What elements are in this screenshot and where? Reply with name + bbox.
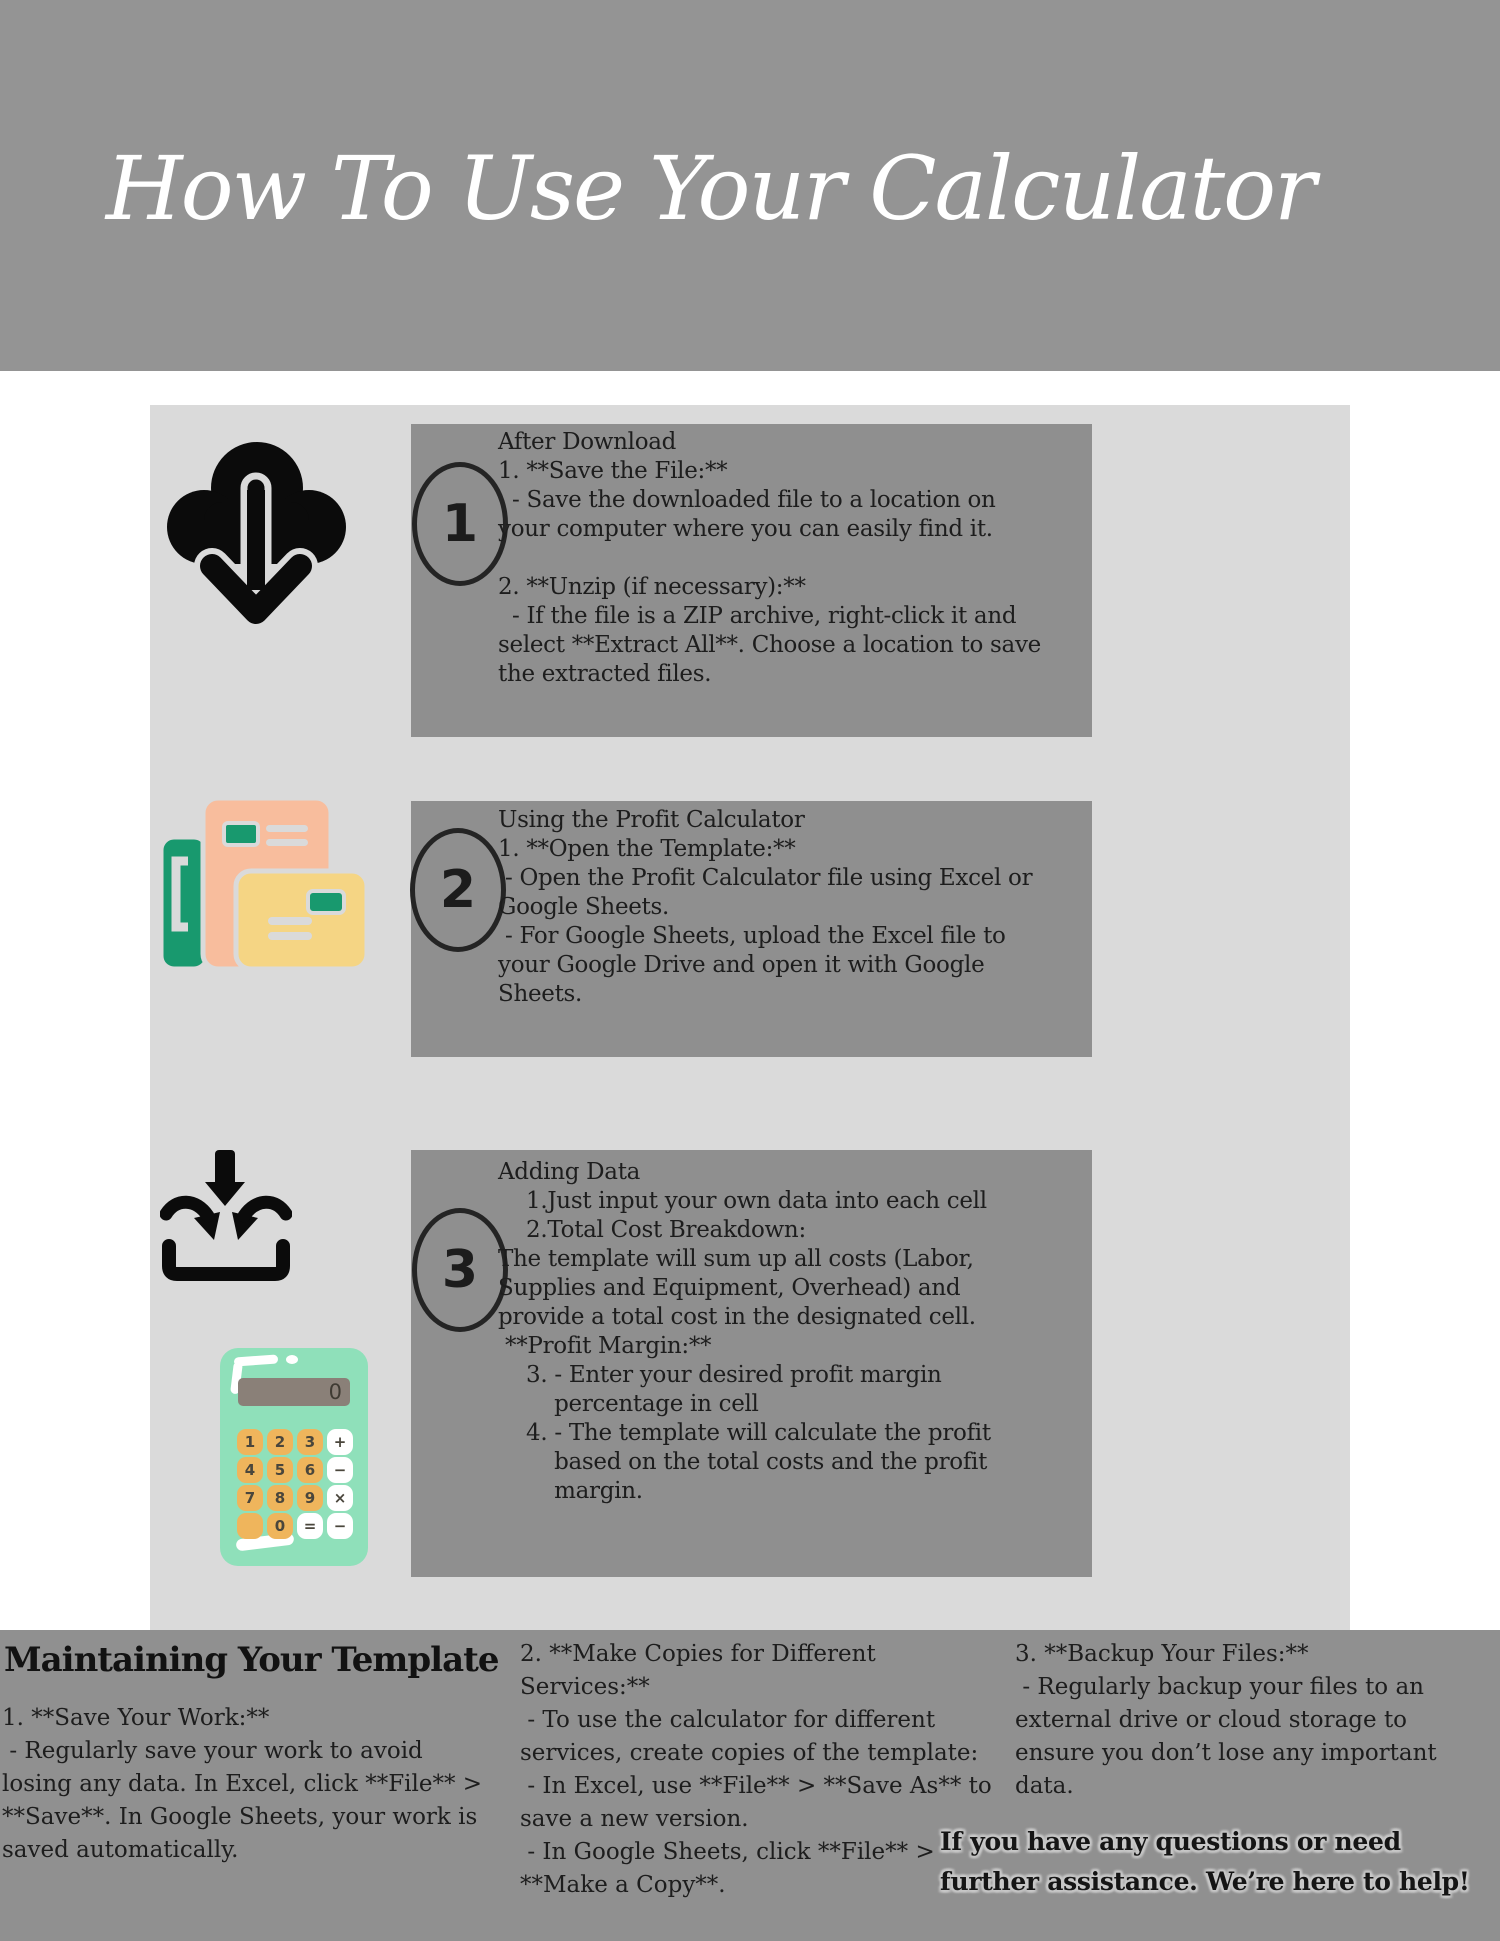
calculator-icon xyxy=(220,1348,368,1566)
step-1-line: the extracted files. xyxy=(498,661,712,687)
calculator-display: 0 xyxy=(238,1378,350,1406)
footer-col1-line: losing any data. In Excel, click **File** > xyxy=(2,1771,483,1797)
footer-col2-line: - To use the calculator for different xyxy=(520,1707,936,1733)
footer-col3-line: ensure you don’t lose any important xyxy=(1015,1740,1437,1766)
page-title: How To Use Your Calculator xyxy=(105,136,1315,240)
calculator-key: − xyxy=(327,1457,353,1483)
footer-col1-line: - Regularly save your work to avoid xyxy=(2,1738,423,1764)
step-1-line: - If the file is a ZIP archive, right-click it and xyxy=(498,603,1017,629)
step-3-line: 3. - Enter your desired profit margin xyxy=(498,1362,942,1388)
step-3-line: based on the total costs and the profit xyxy=(498,1449,988,1475)
calculator-key: 1 xyxy=(237,1429,263,1455)
calculator-key: 4 xyxy=(237,1457,263,1483)
data-input-tray-icon xyxy=(160,1148,292,1284)
step-1-line xyxy=(498,544,1086,573)
step-2-line: Sheets. xyxy=(498,981,583,1007)
step-1-text xyxy=(498,428,1086,689)
calculator-key: − xyxy=(327,1513,353,1539)
help-note xyxy=(940,1822,1470,1902)
step-3-text xyxy=(498,1158,1086,1506)
step-2-number-badge xyxy=(410,828,506,952)
calculator-key: × xyxy=(327,1485,353,1511)
cloud-download-icon xyxy=(160,430,350,640)
step-3-line: The template will sum up all costs (Labor, xyxy=(498,1246,974,1272)
header-banner xyxy=(0,0,1500,371)
footer-col1-line: saved automatically. xyxy=(2,1837,239,1863)
calculator-shine xyxy=(286,1355,298,1364)
step-2-line: your Google Drive and open it with Google xyxy=(498,952,985,978)
step-1-line: select **Extract All**. Choose a location to save xyxy=(498,632,1041,658)
step-1-number: 1 xyxy=(441,494,479,554)
step-1-line: - Save the downloaded file to a location on xyxy=(498,487,996,513)
footer-section xyxy=(0,1630,1500,1941)
step-2-line: - Open the Profit Calculator file using Excel or xyxy=(498,865,1033,891)
step-3-line: 2.Total Cost Breakdown: xyxy=(498,1217,806,1243)
step-3-line: 4. - The template will calculate the profit xyxy=(498,1420,991,1446)
step-3-line: percentage in cell xyxy=(498,1391,759,1417)
step-1-line: 2. **Unzip (if necessary):** xyxy=(498,574,806,600)
footer-col3-line: data. xyxy=(1015,1773,1074,1799)
step-3-line: Supplies and Equipment, Overhead) and xyxy=(498,1275,961,1301)
calculator-key: + xyxy=(327,1429,353,1455)
calculator-key: 8 xyxy=(267,1485,293,1511)
footer-heading: Maintaining Your Template xyxy=(4,1640,499,1680)
calculator-key: 0 xyxy=(267,1513,293,1539)
footer-col3-line: - Regularly backup your files to an xyxy=(1015,1674,1424,1700)
step-3-line: margin. xyxy=(498,1478,643,1504)
step-2-line: 1. **Open the Template:** xyxy=(498,836,796,862)
step-2-number: 2 xyxy=(439,860,477,920)
calculator-key: 3 xyxy=(297,1429,323,1455)
footer-col3-line: 3. **Backup Your Files:** xyxy=(1015,1641,1309,1667)
step-1-number-badge xyxy=(412,462,508,586)
step-1-line: After Download xyxy=(498,429,677,455)
step-3-line: **Profit Margin:** xyxy=(498,1333,712,1359)
step-1-line: 1. **Save the File:** xyxy=(498,458,728,484)
step-2-line: Using the Profit Calculator xyxy=(498,807,805,833)
help-note-line: further assistance. We’re here to help! xyxy=(940,1867,1470,1896)
footer-column-2 xyxy=(520,1638,1012,1902)
footer-column-1 xyxy=(2,1702,507,1867)
calculator-key xyxy=(237,1513,263,1539)
calculator-key: 2 xyxy=(267,1429,293,1455)
footer-col2-line: - In Google Sheets, click **File** > xyxy=(520,1839,935,1865)
step-3-line: Adding Data xyxy=(498,1159,641,1185)
footer-col1-line: **Save**. In Google Sheets, your work is xyxy=(2,1804,478,1830)
calculator-key: 5 xyxy=(267,1457,293,1483)
step-2-line: Google Sheets. xyxy=(498,894,670,920)
step-1-line: your computer where you can easily find it. xyxy=(498,516,993,542)
step-2-line: - For Google Sheets, upload the Excel file to xyxy=(498,923,1006,949)
calculator-key: 6 xyxy=(297,1457,323,1483)
step-3-line: provide a total cost in the designated cell. xyxy=(498,1304,976,1330)
calculator-key: 9 xyxy=(297,1485,323,1511)
footer-col2-line: services, create copies of the template: xyxy=(520,1740,979,1766)
footer-col2-line: save a new version. xyxy=(520,1806,749,1832)
calculator-key: = xyxy=(297,1513,323,1539)
footer-col2-line: - In Excel, use **File** > **Save As** to xyxy=(520,1773,992,1799)
footer-col3-line: external drive or cloud storage to xyxy=(1015,1707,1408,1733)
footer-column-3 xyxy=(1015,1638,1465,1803)
step-3-line: 1.Just input your own data into each cell xyxy=(498,1188,987,1214)
help-note-line: If you have any questions or need xyxy=(940,1827,1401,1856)
step-3-number: 3 xyxy=(441,1240,479,1300)
footer-col2-line: **Make a Copy**. xyxy=(520,1872,726,1898)
calculator-key: 7 xyxy=(237,1485,263,1511)
footer-col2-line: 2. **Make Copies for Different xyxy=(520,1641,876,1667)
footer-col1-line: 1. **Save Your Work:** xyxy=(2,1705,270,1731)
step-3-number-badge xyxy=(412,1208,508,1332)
documents-icon xyxy=(158,795,370,973)
footer-col2-line: Services:** xyxy=(520,1674,650,1700)
step-2-text xyxy=(498,806,1086,1009)
calculator-keypad xyxy=(237,1429,353,1539)
